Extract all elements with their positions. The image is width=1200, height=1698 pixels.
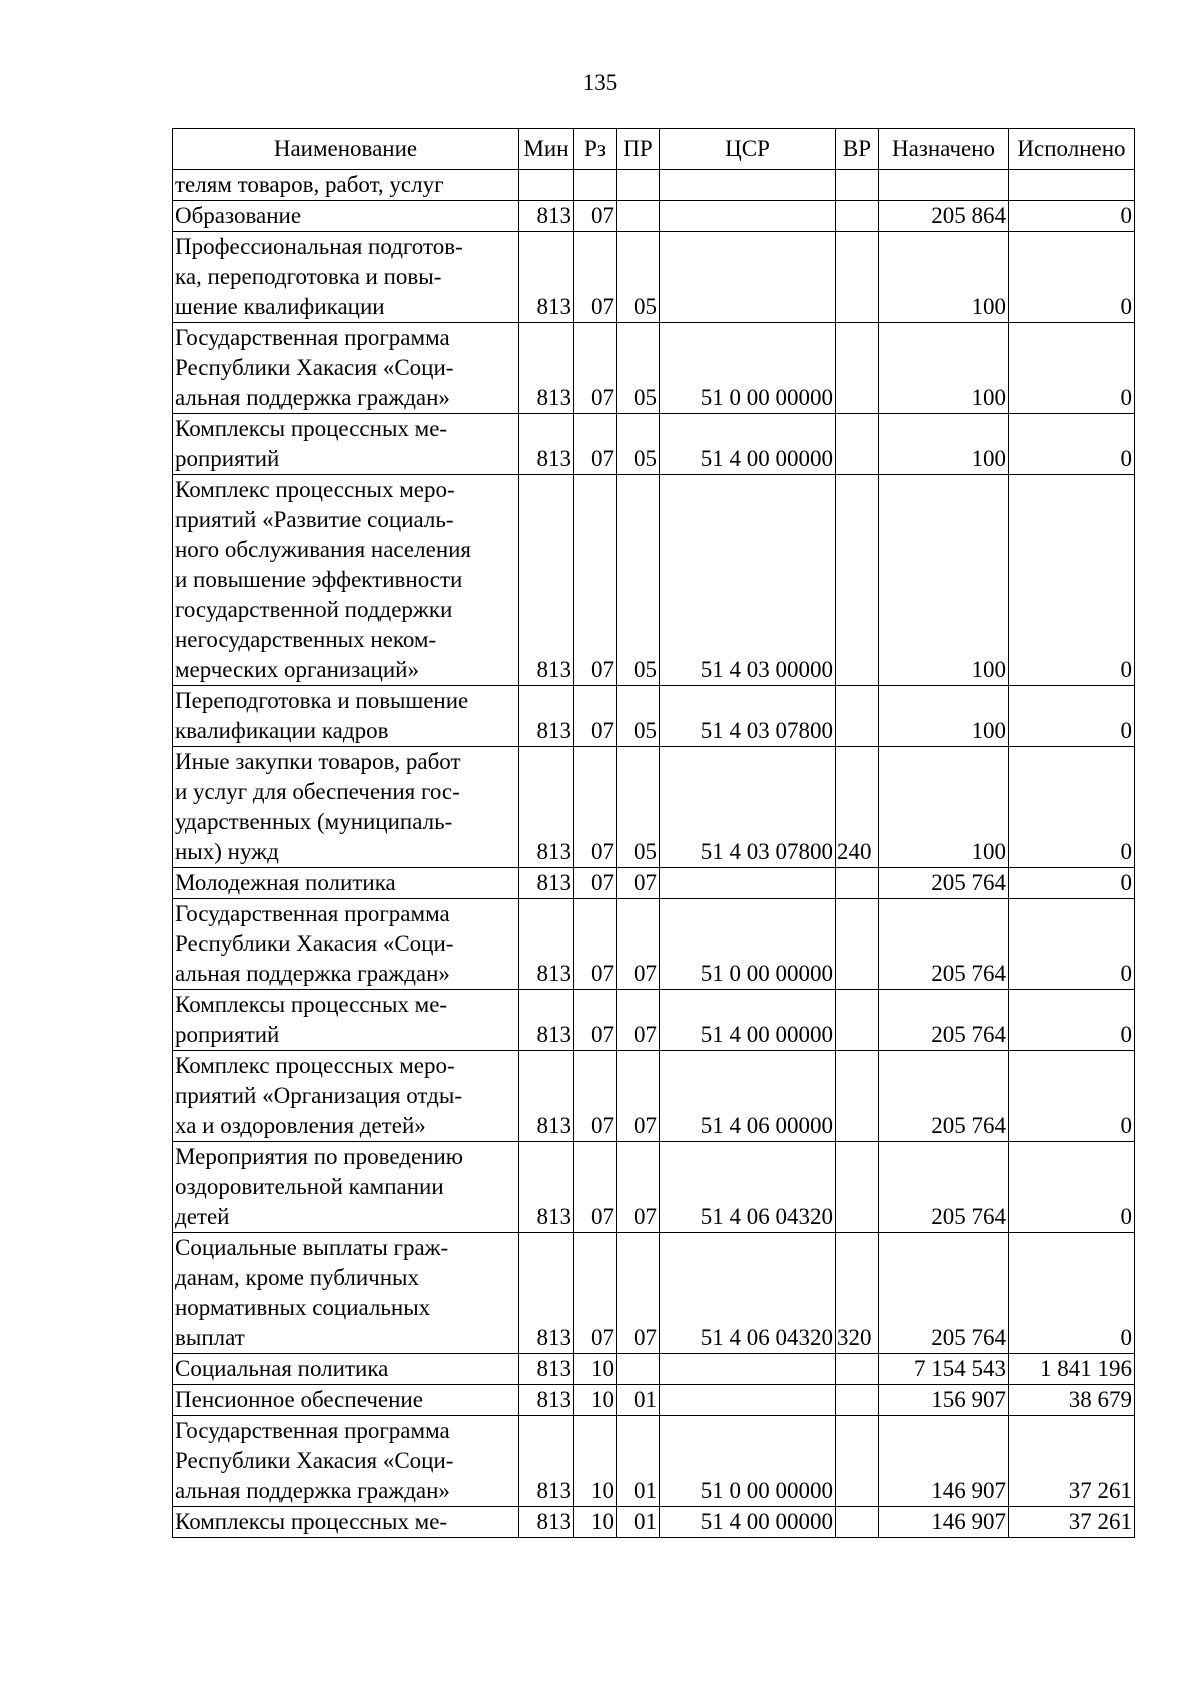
cell-pr: 05 [617,414,660,475]
cell-csr: 51 0 00 00000 [660,1416,836,1507]
cell-rz: 10 [574,1354,617,1385]
cell-assigned [879,170,1009,201]
cell-assigned: 100 [879,475,1009,686]
table-row [173,1233,1135,1354]
cell-executed: 0 [1009,1233,1135,1354]
table-row [173,1354,1135,1385]
cell-vr [836,1385,879,1416]
table-row [173,201,1135,232]
cell-vr [836,414,879,475]
cell-min: 813 [519,1507,574,1538]
cell-rz: 07 [574,1051,617,1142]
cell-pr [617,1354,660,1385]
cell-assigned: 205 764 [879,1142,1009,1233]
cell-min: 813 [519,323,574,414]
cell-vr [836,323,879,414]
cell-min: 813 [519,747,574,868]
header-assigned: Назначено [879,129,1009,170]
table-row [173,747,1135,868]
cell-rz: 07 [574,232,617,323]
cell-name: Образование [173,201,519,232]
cell-name: Пенсионное обеспечение [173,1385,519,1416]
cell-name: Профессиональная подготов- ка, переподготовка и повы- шение квалификации [173,232,519,323]
cell-name: Комплекс процессных меро- приятий «Организация отды- ха и оздоровления детей» [173,1051,519,1142]
cell-min: 813 [519,686,574,747]
cell-rz: 07 [574,323,617,414]
cell-executed: 0 [1009,1142,1135,1233]
cell-vr [836,170,879,201]
cell-csr [660,201,836,232]
cell-min: 813 [519,1233,574,1354]
cell-csr: 51 4 03 07800 [660,747,836,868]
cell-csr: 51 0 00 00000 [660,323,836,414]
cell-assigned: 205 764 [879,1051,1009,1142]
cell-rz: 07 [574,899,617,990]
cell-executed: 0 [1009,990,1135,1051]
cell-name: Переподготовка и повышение квалификации кадров [173,686,519,747]
cell-csr: 51 4 03 07800 [660,686,836,747]
cell-assigned: 100 [879,323,1009,414]
cell-executed: 0 [1009,747,1135,868]
cell-executed: 0 [1009,201,1135,232]
cell-min: 813 [519,868,574,899]
cell-csr: 51 0 00 00000 [660,899,836,990]
header-pr: ПР [617,129,660,170]
cell-vr [836,201,879,232]
cell-min: 813 [519,232,574,323]
cell-name: Социальные выплаты граж- данам, кроме публичных нормативных социальных выплат [173,1233,519,1354]
table-row [173,899,1135,990]
cell-executed [1009,170,1135,201]
cell-assigned: 205 764 [879,1233,1009,1354]
cell-csr: 51 4 06 04320 [660,1142,836,1233]
cell-csr: 51 4 06 04320 [660,1233,836,1354]
page-number: 135 [582,70,618,95]
cell-executed: 0 [1009,686,1135,747]
cell-name: Комплекс процессных меро- приятий «Развитие социаль- ного обслуживания населения и повышение эффективности государственной поддержки негосударственных неком- мерческих организаций» [173,475,519,686]
cell-vr [836,1507,879,1538]
cell-rz: 07 [574,686,617,747]
cell-pr [617,170,660,201]
cell-rz: 10 [574,1507,617,1538]
cell-vr [836,1142,879,1233]
cell-min: 813 [519,1051,574,1142]
table-row [173,1416,1135,1507]
cell-pr: 05 [617,232,660,323]
cell-pr: 07 [617,1051,660,1142]
cell-rz: 10 [574,1416,617,1507]
cell-assigned: 205 764 [879,868,1009,899]
cell-pr: 07 [617,1233,660,1354]
cell-vr: 320 [836,1233,879,1354]
cell-csr: 51 4 00 00000 [660,990,836,1051]
cell-pr: 01 [617,1385,660,1416]
cell-executed: 0 [1009,232,1135,323]
cell-csr [660,1385,836,1416]
cell-rz: 07 [574,201,617,232]
cell-rz: 10 [574,1385,617,1416]
cell-executed: 0 [1009,1051,1135,1142]
header-vr: ВР [836,129,879,170]
table-row [173,170,1135,201]
cell-csr [660,1354,836,1385]
cell-rz: 07 [574,1142,617,1233]
cell-assigned: 100 [879,232,1009,323]
cell-pr: 07 [617,899,660,990]
cell-pr: 01 [617,1416,660,1507]
table-row [173,232,1135,323]
cell-name: Комплексы процессных ме- [173,1507,519,1538]
cell-executed: 0 [1009,323,1135,414]
cell-min: 813 [519,990,574,1051]
cell-vr [836,686,879,747]
cell-vr [836,990,879,1051]
cell-min: 813 [519,1142,574,1233]
cell-rz: 07 [574,868,617,899]
cell-name: Мероприятия по проведению оздоровительной кампании детей [173,1142,519,1233]
cell-assigned: 205 764 [879,990,1009,1051]
cell-assigned: 156 907 [879,1385,1009,1416]
table-row [173,990,1135,1051]
header-name: Наименование [173,129,519,170]
cell-vr [836,1354,879,1385]
cell-rz: 07 [574,1233,617,1354]
cell-name: телям товаров, работ, услуг [173,170,519,201]
cell-rz: 07 [574,990,617,1051]
cell-min: 813 [519,899,574,990]
cell-csr: 51 4 06 00000 [660,1051,836,1142]
budget-table [172,128,1135,1538]
table-row [173,1051,1135,1142]
cell-pr: 07 [617,1142,660,1233]
cell-csr [660,868,836,899]
cell-min: 813 [519,1354,574,1385]
cell-executed: 0 [1009,868,1135,899]
cell-name: Молодежная политика [173,868,519,899]
cell-vr [836,899,879,990]
cell-min [519,170,574,201]
cell-csr: 51 4 03 00000 [660,475,836,686]
table-row [173,686,1135,747]
cell-executed: 38 679 [1009,1385,1135,1416]
header-min: Мин [519,129,574,170]
cell-name: Иные закупки товаров, работ и услуг для обеспечения гос- ударственных (муниципаль- ных) нужд [173,747,519,868]
cell-name: Комплексы процессных ме- роприятий [173,990,519,1051]
cell-csr: 51 4 00 00000 [660,1507,836,1538]
cell-name: Социальная политика [173,1354,519,1385]
cell-min: 813 [519,414,574,475]
cell-pr: 05 [617,686,660,747]
cell-pr: 05 [617,475,660,686]
cell-min: 813 [519,1416,574,1507]
cell-rz: 07 [574,414,617,475]
cell-csr [660,232,836,323]
cell-vr [836,232,879,323]
cell-pr: 05 [617,747,660,868]
cell-pr: 05 [617,323,660,414]
cell-min: 813 [519,201,574,232]
table-row [173,1142,1135,1233]
header-csr: ЦСР [660,129,836,170]
table-body [173,170,1135,1538]
cell-vr [836,475,879,686]
table-row [173,1385,1135,1416]
cell-name: Государственная программа Республики Хакасия «Соци- альная поддержка граждан» [173,323,519,414]
table-row [173,414,1135,475]
cell-assigned: 100 [879,747,1009,868]
cell-executed: 0 [1009,414,1135,475]
cell-pr: 07 [617,990,660,1051]
header-executed: Исполнено [1009,129,1135,170]
cell-pr: 07 [617,868,660,899]
cell-rz [574,170,617,201]
cell-name: Государственная программа Республики Хакасия «Соци- альная поддержка граждан» [173,899,519,990]
cell-rz: 07 [574,747,617,868]
cell-name: Государственная программа Республики Хакасия «Соци- альная поддержка граждан» [173,1416,519,1507]
cell-min: 813 [519,1385,574,1416]
cell-name: Комплексы процессных ме- роприятий [173,414,519,475]
cell-assigned: 205 864 [879,201,1009,232]
cell-executed: 37 261 [1009,1416,1135,1507]
table-row [173,475,1135,686]
cell-assigned: 205 764 [879,899,1009,990]
cell-assigned: 100 [879,686,1009,747]
cell-executed: 0 [1009,899,1135,990]
table-row [173,868,1135,899]
cell-vr [836,1416,879,1507]
table-row [173,1507,1135,1538]
table-row [173,323,1135,414]
cell-pr [617,201,660,232]
cell-csr [660,170,836,201]
cell-vr [836,1051,879,1142]
cell-vr: 240 [836,747,879,868]
cell-assigned: 146 907 [879,1507,1009,1538]
table-header-row [173,129,1135,170]
cell-assigned: 146 907 [879,1416,1009,1507]
cell-executed: 0 [1009,475,1135,686]
cell-executed: 37 261 [1009,1507,1135,1538]
cell-assigned: 7 154 543 [879,1354,1009,1385]
cell-assigned: 100 [879,414,1009,475]
cell-rz: 07 [574,475,617,686]
cell-min: 813 [519,475,574,686]
cell-vr [836,868,879,899]
header-rz: Рз [574,129,617,170]
cell-csr: 51 4 00 00000 [660,414,836,475]
cell-pr: 01 [617,1507,660,1538]
cell-executed: 1 841 196 [1009,1354,1135,1385]
